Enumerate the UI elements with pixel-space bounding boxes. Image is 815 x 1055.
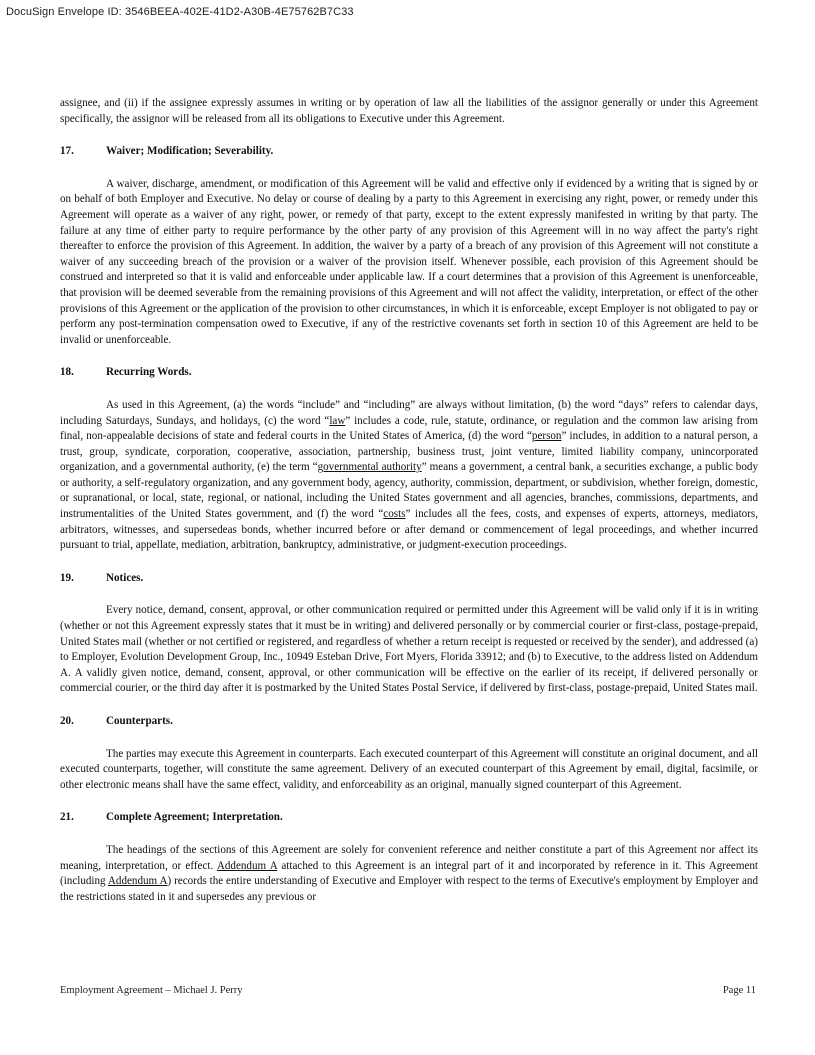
addendum-a-reference: Addendum A xyxy=(216,859,278,872)
intro-paragraph: assignee, and (ii) if the assignee expressly assumes in writing or by operation of law all the liabilities of the assignor generally or under this Agreement specifically, the assignor will be released from all its obligations to Executive under this Agreement. xyxy=(60,97,758,125)
footer-document-title: Employment Agreement – Michael J. Perry xyxy=(60,985,243,996)
text-run: The headings of the sections of this Agreement are solely for convenient reference and neither constitute a part of this Agreement nor affect its meaning, interpretation, or effect. xyxy=(60,843,758,872)
section-17-heading xyxy=(60,144,758,160)
section-21-heading xyxy=(60,810,758,826)
section-21-paragraph xyxy=(60,843,758,905)
envelope-id: DocuSign Envelope ID: 3546BEEA-402E-41D2-A30B-4E75762B7C33 xyxy=(6,6,354,18)
defined-term-costs: costs xyxy=(383,508,406,521)
text-run: ” includes all the fees, costs, and expenses of experts, attorneys, mediators, arbitrators, witnesses, and supersedeas bonds, whether incurred before or after demand or commencement of legal proceedings, and whether incurred pursuant to trial, appellate, mediation, arbitration, bankruptcy, administrative, or judgment-execution proceedings. xyxy=(60,508,758,552)
text-run: As used in this Agreement, (a) the words “include” and “including” are always without limitation, (b) the word “days” refers to calendar days, including Saturdays, Sundays, and holidays, (c) the word “ xyxy=(60,398,758,427)
section-title: Notices. xyxy=(106,571,144,584)
document-body xyxy=(60,96,758,905)
defined-term-governmental-authority: governmental authority xyxy=(317,461,422,474)
section-number: 19. xyxy=(60,571,74,584)
defined-term-law: law xyxy=(329,414,346,427)
section-title: Counterparts. xyxy=(106,715,173,727)
page-footer xyxy=(60,985,756,996)
section-number: 20. xyxy=(60,715,74,727)
text-run: ” includes, in addition to a natural person, a trust, group, syndicate, corporation, cooperative, association, partnership, business trust, joint venture, limited liability company, unincorporated organization, and a governmental authority, (e) the term “ xyxy=(60,430,758,474)
defined-term-person: person xyxy=(531,430,562,443)
text-run: attached to this Agreement is an integral part of it and incorporated by reference in it. This Agreement (including xyxy=(60,859,759,888)
addendum-a-reference: Addendum A xyxy=(107,875,168,888)
text-run: ) records the entire understanding of Executive and Employer with respect to the terms of Executive's employment by Employer and the restrictions stated in it and supersedes any previous or xyxy=(60,875,758,903)
section-title: Recurring Words. xyxy=(106,366,192,379)
section-19-paragraph: Every notice, demand, consent, approval, or other communication required or permitted under this Agreement will be valid only if it is in writing (whether or not this Agreement expressly states that it must be in writing) and delivered personally or by commercial courier or first-class, postage-prepaid, United States mail (whether or not certified or registered, and regardless of whether a return receipt is requested or received by the sender), and addressed (a) to Employer, Evolution Development Group, Inc., 10949 Esteban Drive, Fort Myers, Florida 33912; and (b) to Executive, to the address listed on Addendum A. A validly given notice, demand, consent, approval, or other communication will be effective on the earlier of its receipt, if delivered personally or commercial courier, or the third day after it is postmarked by the United States Postal Service, if delivered by first-class, postage-prepaid, United States mail. xyxy=(60,604,758,695)
section-18-heading xyxy=(60,365,758,381)
section-title: Waiver; Modification; Severability. xyxy=(106,145,274,158)
section-18-paragraph xyxy=(60,398,758,554)
text-run: ” means a government, a central bank, a securities exchange, a public body or authority, a self-regulatory organization, and any government body, agency, authority, commission, department, or subdivision, whether foreign, domestic, or supranational, or local, state, regional, or national, including the United States government and all agencies, branches, commissions, departments, and instrumentalities of the United States government, and (f) the word “ xyxy=(60,461,758,521)
section-20-paragraph: The parties may execute this Agreement in counterparts. Each executed counterpart of this Agreement will constitute an original document, and all executed counterparts, together, will constitute the same agreement. Delivery of an executed counterpart of this Agreement by email, digital, facsimile, or other electronic means shall have the same effect, validity, and enforceability as an original, manually signed counterpart of this Agreement. xyxy=(60,747,758,791)
section-number: 21. xyxy=(60,811,74,824)
section-20-heading xyxy=(60,714,758,730)
section-number: 17. xyxy=(60,145,74,158)
page-number: Page 11 xyxy=(722,985,756,996)
section-17-paragraph: A waiver, discharge, amendment, or modification of this Agreement will be valid and effective only if evidenced by a writing that is signed by or on behalf of both Employer and Executive. No delay or course of dealing by a party to this Agreement in exercising any right, power, or remedy under this Agreement will operate as a waiver of any right, power, or remedy of that party, except to the extent expressly manifested in writing by that party. The failure at any time of either party to require performance by the other party of any provision of this Agreement will in no way affect the party's right thereafter to enforce the provision of this Agreement. In addition, the waiver by a party of a breach of any provision of this Agreement will not constitute a waiver of any succeeding breach of the provision or a waiver of the provision itself. Whenever possible, each provision of this Agreement should be construed and interpreted so that it is valid and enforceable under applicable law. If a court determines that a provision of this Agreement is unenforceable, that provision will be deemed severable from the remaining provisions of this Agreement and will not affect the validity, interpretation, or effect of the other provisions of this Agreement or the application of the provision to other circumstances, in which it is enforceable, except Employer is not obligated to pay or perform any post-termination compensation owed to Executive, if any of the restrictive covenants set forth in section 10 of this Agreement are held to be invalid or unenforceable. xyxy=(60,177,758,346)
section-19-heading xyxy=(60,571,758,587)
text-run: ” includes a code, rule, statute, ordinance, or regulation and the common law arising from final, non-appealable decisions of state and federal courts in the United States of America, (d) the word “ xyxy=(60,414,758,443)
section-number: 18. xyxy=(60,366,74,379)
section-title: Complete Agreement; Interpretation. xyxy=(106,811,283,824)
